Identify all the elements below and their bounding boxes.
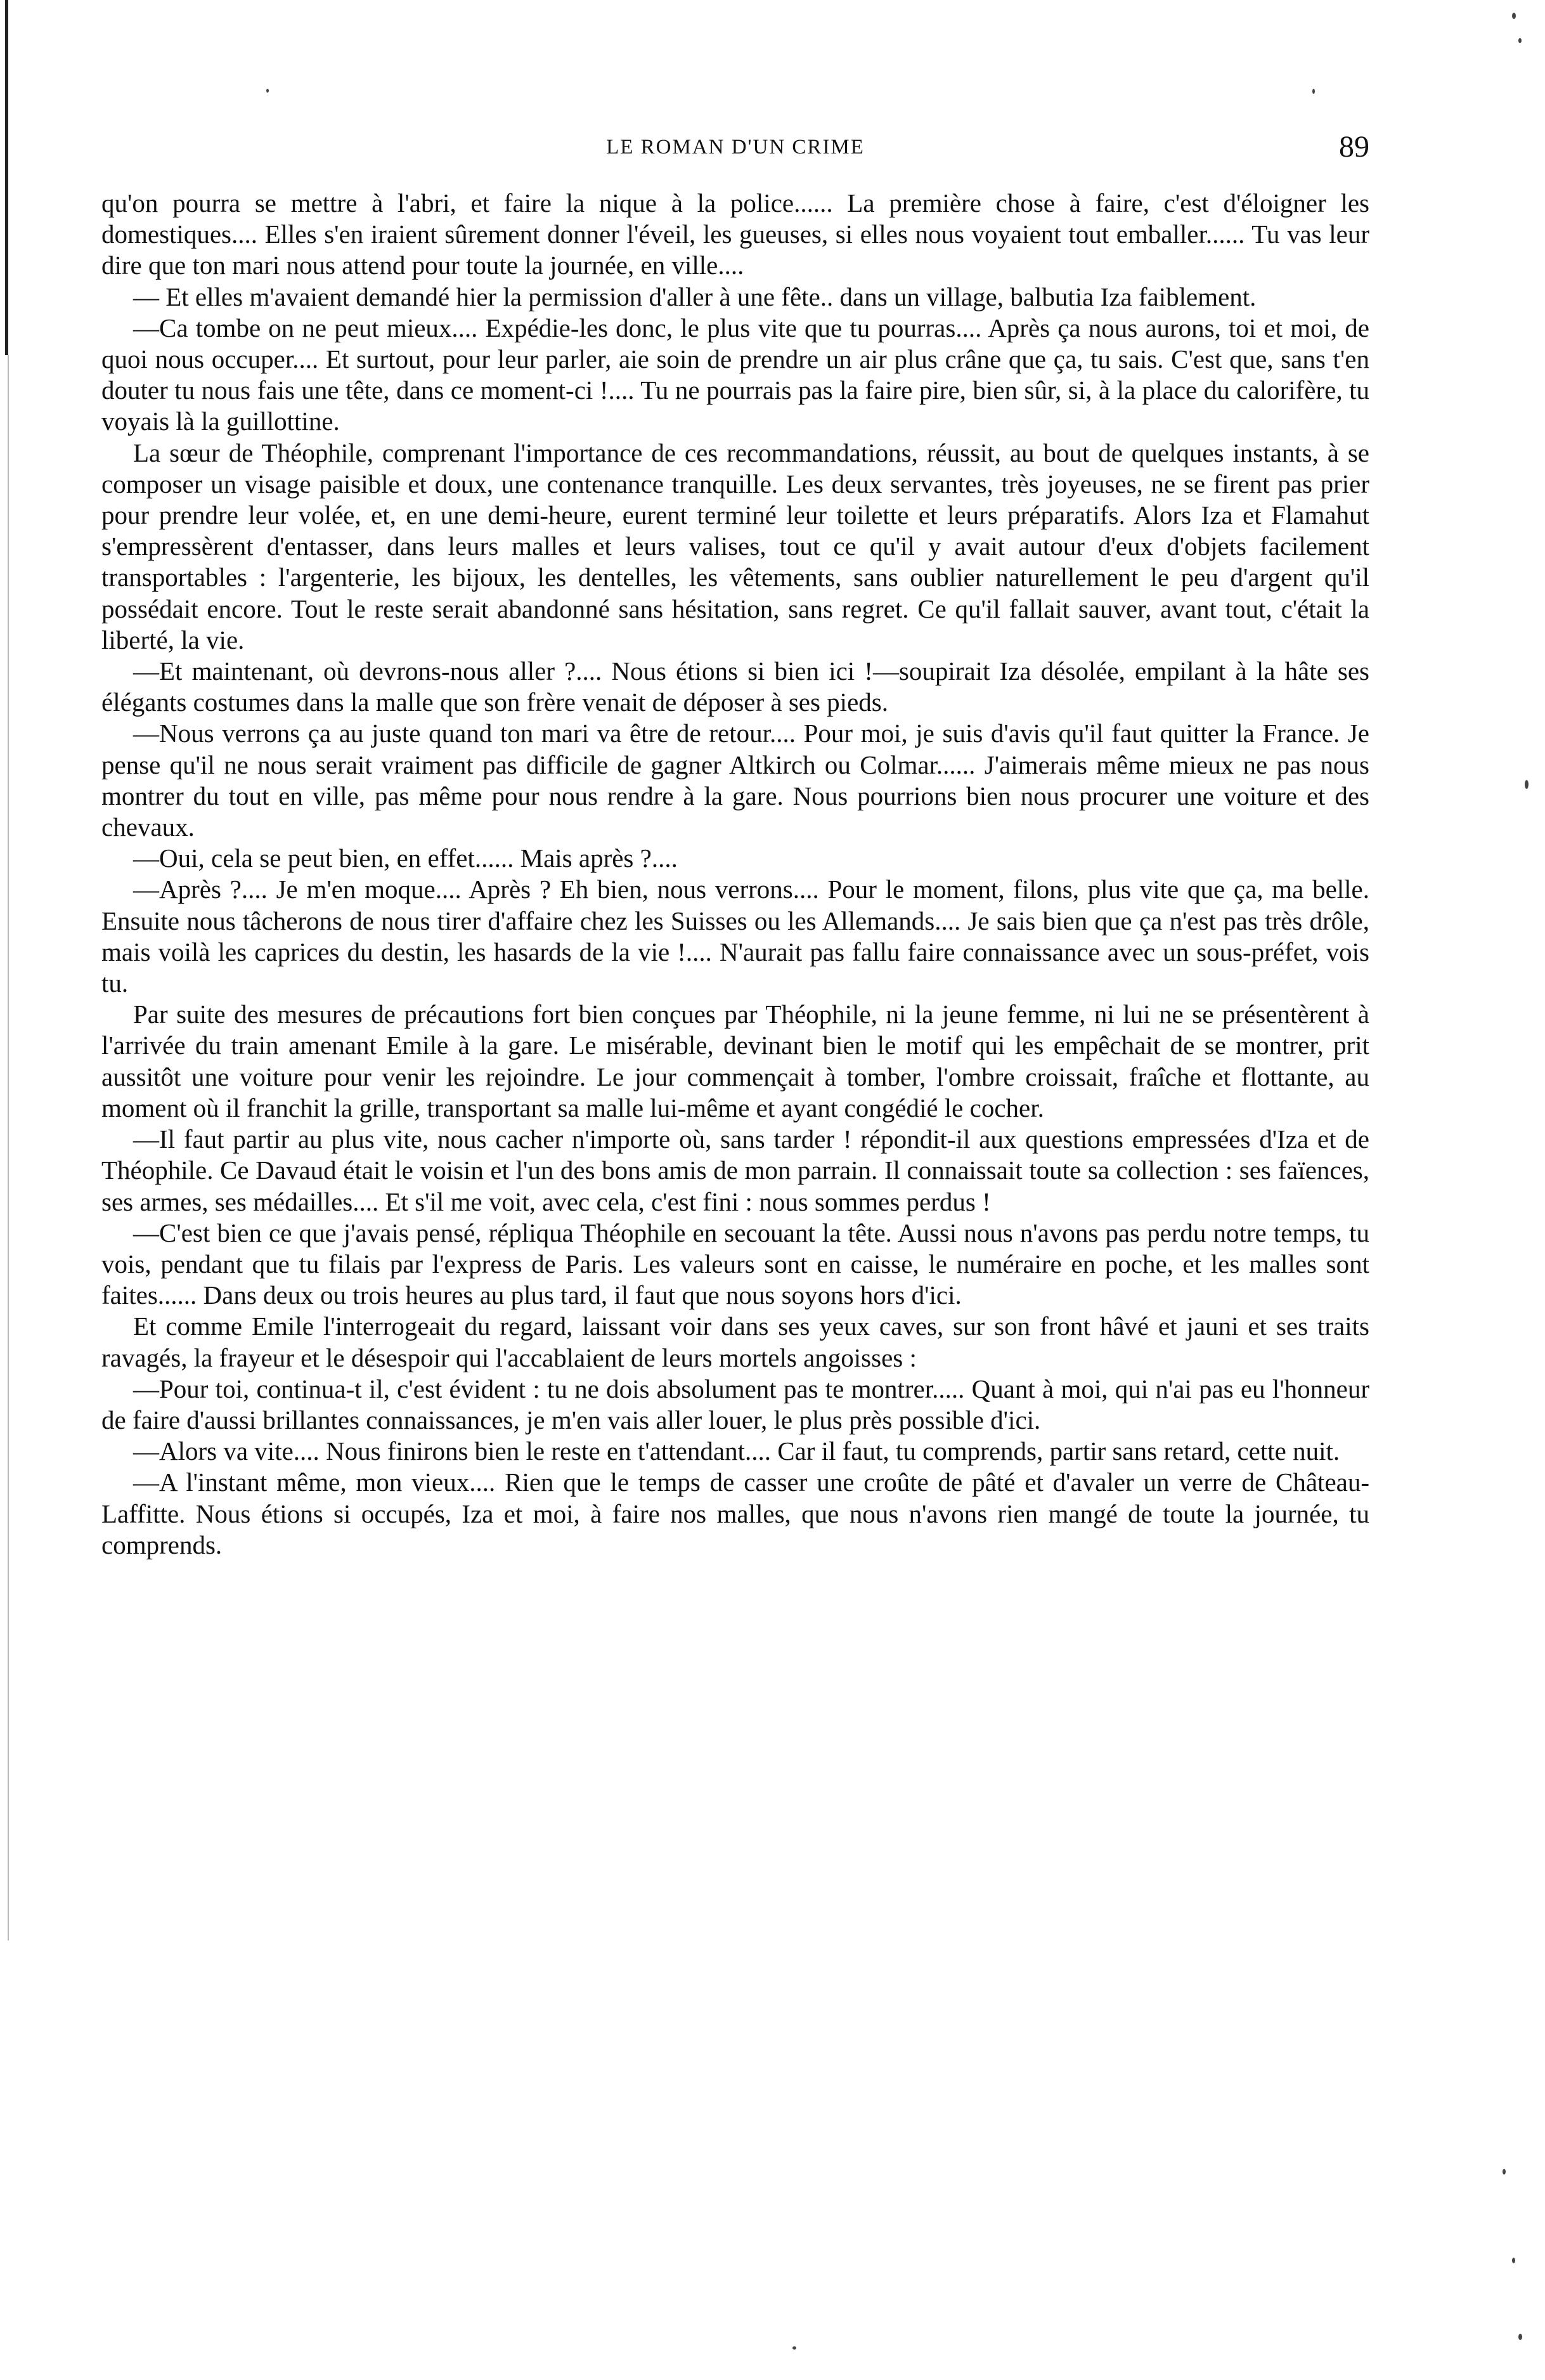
page-number: 89: [1339, 130, 1369, 164]
scan-speck: [1503, 2169, 1506, 2175]
paragraph: —Il faut partir au plus vite, nous cacher n'importe où, sans tarder ! répondit-il aux questions empressées d'Iza et de Théophile. Ce Davaud était le voisin et l'un des bons amis de mon parrain. Il connaissait toute sa collection : ses faïences, ses armes, ses médailles.... Et s'il me voit, avec cela, c'est fini : nous sommes perdus !: [101, 1124, 1369, 1216]
binding-edge-line: [8, 355, 9, 1941]
scan-speck: [792, 2346, 796, 2350]
paragraph: —Ca tombe on ne peut mieux.... Expédie-les donc, le plus vite que tu pourras.... Après ça nous aurons, toi et moi, de quoi nous occuper.... Et surtout, pour leur parler, aie soin de prendre un air plus crâne que ça, tu sais. C'est que, sans t'en douter tu nous fais une tête, dans ce moment-ci !.... Tu ne pourrais pas la faire pire, bien sûr, si, à la place du calorifère, tu voyais là la guillottine.: [101, 313, 1369, 436]
scan-speck: [1518, 2334, 1522, 2340]
paragraph: —Après ?.... Je m'en moque.... Après ? Eh bien, nous verrons.... Pour le moment, filons, plus vite que ça, ma belle. Ensuite nous tâcherons de nous tirer d'affaire chez les Suisses ou les Allemands.... Je sais bien que ça n'est pas très drôle, mais voilà les caprices du destin, les hasards de la vie !.... N'aurait pas fallu faire connaissance avec un sous-préfet, vois tu.: [101, 875, 1369, 998]
paragraph: qu'on pourra se mettre à l'abri, et faire la nique à la police...... La première chose à faire, c'est d'éloigner les domestiques.... Elles s'en iraient sûrement donner l'éveil, les gueuses, si elles nous voyaient tout emballer...... Tu vas leur dire que ton mari nous attend pour toute la journée, en ville....: [101, 188, 1369, 280]
paragraph: —Et maintenant, où devrons-nous aller ?.... Nous étions si bien ici !—soupirait Iza désolée, empilant à la hâte ses élégants costumes dans la malle que son frère venait de déposer à ses pieds.: [101, 656, 1369, 717]
paragraph: Et comme Emile l'interrogeait du regard, laissant voir dans ses yeux caves, sur son front hâvé et jauni et ses traits ravagés, la frayeur et le désespoir qui l'accablaient de leurs mortels angoisses :: [101, 1311, 1369, 1372]
scan-speck: [1512, 13, 1516, 19]
paragraph: —Nous verrons ça au juste quand ton mari va être de retour.... Pour moi, je suis d'avis qu'il faut quitter la France. Je pense qu'il ne nous serait vraiment pas difficile de gagner Altkirch ou Colmar...... J'aimerais même mieux ne pas nous montrer du tout en ville, pas même pour nous rendre à la gare. Nous pourrions bien nous procurer une voiture et des chevaux.: [101, 719, 1369, 842]
scan-speck: [1525, 780, 1529, 789]
body-text: [101, 188, 1369, 1561]
paragraph: —Oui, cela se peut bien, en effet...... Mais après ?....: [133, 843, 678, 873]
paragraph: — Et elles m'avaient demandé hier la permission d'aller à une fête.. dans un village, balbutia Iza faiblement.: [133, 282, 1257, 311]
paragraph: La sœur de Théophile, comprenant l'importance de ces recommandations, réussit, au bout de quelques instants, à se composer un visage paisible et doux, une contenance tranquille. Les deux servantes, très joyeuses, ne se firent pas prier pour prendre leur volée, et, en une demi-heure, eurent terminé leur toilette et leurs préparatifs. Alors Iza et Flamahut s'empressèrent d'entasser, dans leurs malles et leurs valises, tout ce qu'il y avait autour d'eux d'objets facilement transportables : l'argenterie, les bijoux, les dentelles, les vêtements, sans oublier naturellement le peu d'argent qu'il possédait encore. Tout le reste serait abandonné sans hésitation, sans regret. Ce qu'il fallait sauver, avant tout, c'était la liberté, la vie.: [101, 438, 1369, 654]
scan-speck: [1518, 38, 1522, 43]
paragraph: —C'est bien ce que j'avais pensé, répliqua Théophile en secouant la tête. Aussi nous n'avons pas perdu notre temps, tu vois, pendant que tu filais par l'express de Paris. Les valeurs sont en caisse, le numéraire en poche, et les malles sont faites...... Dans deux ou trois heures au plus tard, il faut que nous soyons hors d'ici.: [101, 1218, 1369, 1310]
scan-speck: [1512, 2258, 1515, 2263]
binding-edge-shadow: [5, 0, 8, 355]
scan-speck: [266, 89, 269, 93]
paragraph: Par suite des mesures de précautions fort bien conçues par Théophile, ni la jeune femme, ni lui ne se présentèrent à l'arrivée du train amenant Emile à la gare. Le misérable, devinant bien le motif qui les empêchait de se montrer, prit aussitôt une voiture pour venir les rejoindre. Le jour commençait à tomber, l'ombre croissait, fraîche et flottante, au moment où il franchit la grille, transportant sa malle lui-même et ayant congédié le cocher.: [101, 999, 1369, 1122]
paragraph: —Pour toi, continua-t il, c'est évident : tu ne dois absolument pas te montrer..... Quant à moi, qui n'ai pas eu l'honneur de faire d'aussi brillantes connaissances, je m'en vais aller louer, le plus près possible d'ici.: [101, 1374, 1369, 1434]
page-header: [101, 130, 1369, 167]
running-title: LE ROMAN D'UN CRIME: [606, 136, 865, 159]
scan-speck: [1312, 89, 1315, 94]
paragraph: —Alors va vite.... Nous finirons bien le reste en t'attendant.... Car il faut, tu comprends, partir sans retard, cette nuit.: [133, 1436, 1340, 1466]
paragraph: —A l'instant même, mon vieux.... Rien que le temps de casser une croûte de pâté et d'avaler un verre de Château-Laffitte. Nous étions si occupés, Iza et moi, à faire nos malles, que nous n'avons rien mangé de toute la journée, tu comprends.: [101, 1467, 1369, 1559]
